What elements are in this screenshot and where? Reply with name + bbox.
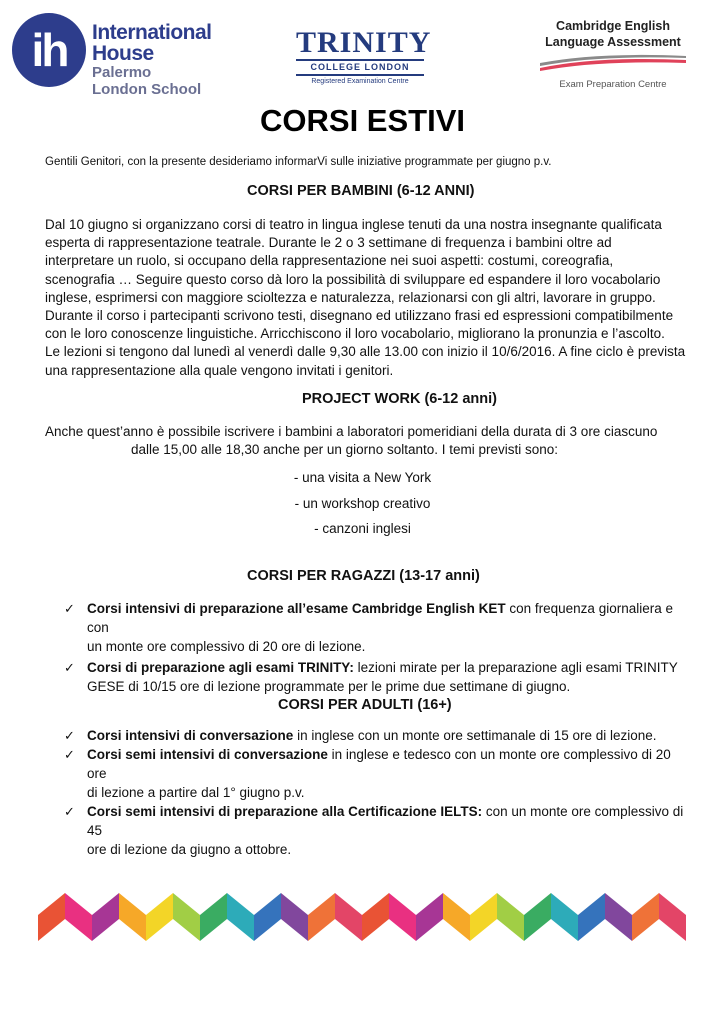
project-paragraph	[45, 423, 685, 459]
item-text-cont: di lezione a partire dal 1° giugno p.v.	[87, 785, 305, 800]
list-item	[64, 802, 684, 859]
adulti-heading: CORSI PER ADULTI (16+)	[278, 697, 452, 713]
bambini-line: Le lezioni si tengono dal lunedì al venerdì dalle 9,30 alle 13.00 con inizio il 10/6/2016. A fine ciclo è prevista	[45, 344, 686, 360]
bambini-line: Durante il corso i partecipanti scrivono testi, disegnano ed utilizzano frasi ed espressioni compatibilmente	[45, 308, 674, 324]
project-line-1: Anche quest’anno è possibile iscrivere i bambini a laboratori pomeridiani della durata di 3 ore ciascuno	[45, 424, 658, 439]
ih-line2: House	[92, 42, 154, 65]
zigzag-decoration-icon	[38, 885, 686, 941]
bambini-line: Dal 10 giugno si organizzano corsi di teatro in lingua inglese tenuti da una nostra insegnante qualificata	[45, 217, 662, 232]
project-item: - canzoni inglesi	[314, 521, 411, 536]
item-text: in inglese con un monte ore settimanale di 15 ore di lezione.	[293, 728, 657, 743]
project-item: - un workshop creativo	[294, 496, 431, 511]
list-item	[64, 726, 684, 745]
bambini-paragraph	[45, 216, 685, 380]
cambridge-swoosh-icon	[538, 54, 688, 72]
item-bold: Corsi semi intensivi di preparazione alla Certificazione IELTS:	[87, 804, 483, 819]
check-icon: ✓	[64, 728, 75, 743]
item-text: in inglese e tedesco con un monte ore complessivo di 20 ore	[87, 747, 671, 781]
trinity-divider-2	[296, 74, 424, 76]
item-text-cont: GESE di 10/15 ore di lezione programmate per le prime due settimane di giugno.	[87, 679, 571, 694]
ragazzi-list	[64, 599, 684, 696]
cambridge-line2: Language Assessment	[545, 35, 681, 49]
list-item	[64, 599, 684, 656]
cambridge-subtitle: Exam Preparation Centre	[559, 79, 667, 90]
adulti-list	[64, 726, 684, 859]
item-bold: Corsi intensivi di preparazione all’esame Cambridge English KET	[87, 601, 506, 616]
item-text-cont: un monte ore complessivo di 20 ore di lezione.	[87, 639, 366, 654]
bambini-line: inglese, esprimersi con maggiore scioltezza e naturalezza, relazionarsi con gli altri, lavorare in gruppo.	[45, 289, 656, 305]
project-item: - una visita a New York	[293, 470, 432, 485]
list-item	[64, 745, 684, 802]
international-house-logo	[12, 10, 237, 105]
ih-mark: ih	[12, 13, 86, 87]
cambridge-logo	[538, 18, 688, 90]
bambini-line: esperta di rappresentazione teatrale. Durante le 2 o 3 settimane di frequenza i bambini oltre ad	[45, 235, 612, 251]
project-line-2: dalle 15,00 alle 18,30 anche per un giorno soltanto. I temi previsti sono:	[131, 442, 559, 458]
page-title: CORSI ESTIVI	[260, 103, 465, 138]
item-text: con frequenza giornaliera e con	[87, 601, 673, 635]
check-icon: ✓	[64, 804, 75, 819]
item-text: lezioni mirate per la preparazione agli esami TRINITY	[353, 660, 678, 675]
ih-line1: International	[92, 21, 212, 44]
project-heading: PROJECT WORK (6-12 anni)	[302, 391, 497, 407]
ih-line4: London School	[92, 81, 202, 98]
bambini-line: con le loro conoscenze linguistiche. Arricchiscono il loro vocabolario, migliorano la pronunzia e l’ascolto.	[45, 326, 665, 342]
trinity-subtitle-2: Registered Examination Centre	[311, 78, 409, 85]
check-icon: ✓	[64, 660, 75, 675]
bambini-line: interpretare un ruolo, si occupano della rappresentazione nei suoi aspetti: costumi, coreografia,	[45, 253, 614, 269]
trinity-divider	[296, 59, 424, 61]
check-icon: ✓	[64, 747, 75, 762]
item-bold: Corsi intensivi di conversazione	[87, 728, 294, 743]
list-item	[64, 658, 684, 696]
cambridge-line1: Cambridge English	[556, 19, 670, 33]
trinity-logo	[296, 26, 432, 87]
item-text: con un monte ore complessivo di 45	[87, 804, 684, 838]
item-text-cont: ore di lezione da giugno a ottobre.	[87, 842, 292, 857]
intro-text: Gentili Genitori, con la presente desideriamo informarVi sulle iniziative programmate per giugno p.v.	[45, 156, 552, 168]
bambini-line: una rappresentazione alla quale vengono invitati i genitori.	[45, 362, 394, 378]
trinity-subtitle: COLLEGE LONDON	[310, 62, 410, 72]
ih-line3: Palermo	[92, 64, 152, 81]
bambini-heading: CORSI PER BAMBINI (6-12 ANNI)	[247, 183, 475, 199]
bambini-line: scenografia … Seguire questo corso dà loro la possibilità di sviluppare ed espandere il loro vocabolario	[45, 271, 661, 287]
item-bold: Corsi di preparazione agli esami TRINITY:	[87, 660, 354, 675]
ragazzi-heading: CORSI PER RAGAZZI (13-17 anni)	[247, 568, 480, 584]
check-icon: ✓	[64, 601, 75, 616]
ih-wordmark	[92, 22, 212, 98]
item-bold: Corsi semi intensivi di conversazione	[87, 747, 328, 762]
trinity-name: TRINITY	[296, 26, 432, 59]
